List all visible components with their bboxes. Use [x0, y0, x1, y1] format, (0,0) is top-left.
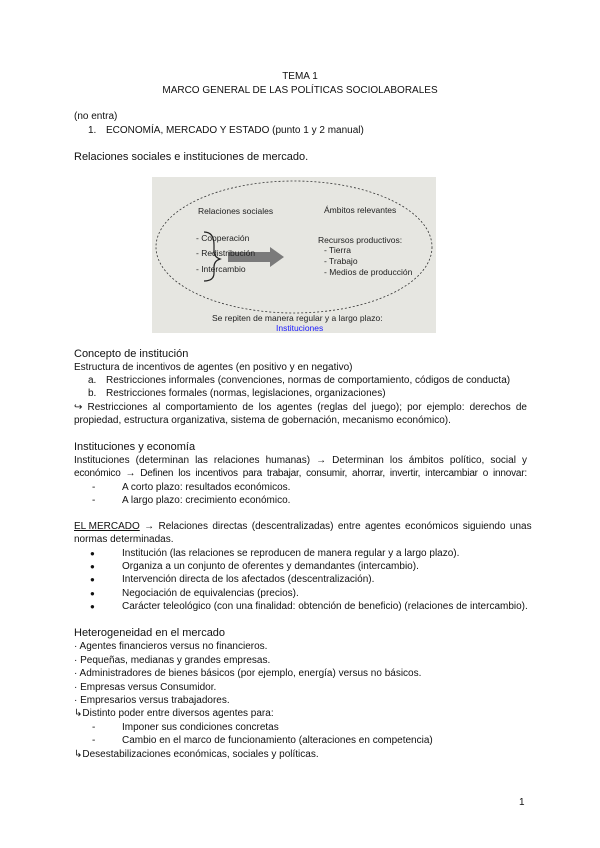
list-item: · Administradores de bienes básicos (por ejemplo, energía) versus no básicos. — [74, 668, 422, 679]
item-text: Restricciones formales (normas, legislaciones, organizaciones) — [106, 388, 386, 399]
item-text: A corto plazo: resultados económicos. — [122, 482, 291, 493]
text-line: Estructura de incentivos de agentes (en positivo y en negativo) — [74, 362, 353, 373]
item-text: Imponer sus condiciones concretas — [122, 722, 279, 733]
text-line: económico → Definen los incentivos para trabajar, consumir, ahorrar, invertir, intercambiar o innovar: — [74, 468, 527, 479]
list-item: · Empresas versus Consumidor. — [74, 682, 217, 693]
item-text: A largo plazo: crecimiento económico. — [122, 495, 291, 506]
list-item — [92, 494, 291, 507]
text-line — [74, 520, 532, 533]
bullet-item — [90, 587, 299, 600]
list-item — [88, 374, 511, 387]
list-item — [92, 734, 433, 747]
dash-marker: - — [92, 735, 96, 746]
bullet-item — [90, 573, 375, 586]
resource-item: - Medios de producción — [324, 267, 413, 277]
bullet-icon: ● — [90, 575, 95, 584]
list-item — [92, 481, 291, 494]
text-span: → Relaciones directas (descentralizadas) entre agentes económicos siguiendo unas — [139, 521, 532, 532]
dashed-ellipse — [156, 181, 432, 313]
list-item: · Agentes financieros versus no financieros. — [74, 641, 268, 652]
diagram-graphics — [152, 177, 436, 333]
item-text: Restricciones informales (convenciones, normas de comportamiento, códigos de conducta) — [106, 375, 511, 386]
bullet-icon: ● — [90, 562, 95, 571]
dash-marker: - — [92, 722, 96, 733]
list-item — [92, 721, 279, 734]
resource-item: - Tierra — [324, 245, 351, 255]
section-heading: Concepto de institución — [74, 348, 189, 360]
tema-title: TEMA 1 — [282, 71, 318, 82]
item-text: Organiza a un conjunto de oferentes y demandantes (intercambio). — [122, 561, 419, 572]
item-text: Intervención directa de los afectados (descentralización). — [122, 574, 375, 585]
text-line: ↳Distinto poder entre diversos agentes para: — [74, 708, 274, 719]
bullet-item — [90, 547, 460, 560]
bullet-icon: ● — [90, 602, 95, 611]
relaciones-diagram — [152, 177, 436, 333]
list-item — [88, 387, 386, 400]
text-line: ↳Desestabilizaciones económicas, sociales y políticas. — [74, 749, 319, 760]
item-text: Carácter teleológico (con una finalidad: obtención de beneficio) (relaciones de intercambio). — [122, 601, 528, 612]
bullet-item — [90, 560, 419, 573]
left-item: - Cooperación — [196, 233, 250, 243]
section-heading: Instituciones y economía — [74, 441, 196, 453]
dash-marker: - — [92, 495, 96, 506]
resource-item: - Trabajo — [324, 256, 358, 266]
resources-title: Recursos productivos: — [318, 235, 403, 245]
bullet-item — [90, 600, 528, 613]
left-item: - Redistribución — [196, 248, 256, 258]
bullet-icon: ● — [90, 549, 95, 558]
mercado-label: EL MERCADO — [74, 521, 140, 532]
item-text: Negociación de equivalencias (precios). — [122, 588, 299, 599]
section-heading: Relaciones sociales e instituciones de mercado. — [74, 151, 309, 163]
dash-marker: - — [92, 482, 96, 493]
text-line: ↪ Restricciones al comportamiento de los agentes (reglas del juego); por ejemplo: derechos de — [74, 402, 527, 413]
left-title: Relaciones sociales — [198, 206, 274, 216]
page-title: MARCO GENERAL DE LAS POLÍTICAS SOCIOLABORALES — [162, 85, 438, 96]
no-entra-note: (no entra) — [74, 111, 118, 122]
right-title: Ámbitos relevantes — [324, 205, 397, 215]
item-marker: a. — [88, 375, 97, 386]
item-text: Institución (las relaciones se reproducen de manera regular y a largo plazo). — [122, 548, 460, 559]
text-line: Instituciones (determinan las relaciones humanas) → Determinan los ámbitos político, social y — [74, 455, 527, 466]
item-text: ECONOMÍA, MERCADO Y ESTADO (punto 1 y 2 manual) — [106, 125, 364, 136]
text-line: propiedad, estructura organizativa, sistema de gobernación, mecanismo económico). — [74, 415, 451, 426]
item-marker: b. — [88, 388, 97, 399]
item-marker: 1. — [88, 125, 97, 136]
section-heading: Heterogeneidad en el mercado — [74, 627, 226, 639]
text-line: normas determinadas. — [74, 534, 174, 545]
page-number: 1 — [519, 797, 525, 808]
list-item: · Empresarios versus trabajadores. — [74, 695, 230, 706]
figure-footer: Se repiten de manera regular y a largo plazo: — [212, 313, 383, 323]
item-text: Cambio en el marco de funcionamiento (alteraciones en competencia) — [122, 735, 433, 746]
left-item: - Intercambio — [196, 264, 246, 274]
list-item: · Pequeñas, medianas y grandes empresas. — [74, 655, 271, 666]
figure-link: Instituciones — [276, 323, 324, 333]
bullet-icon: ● — [90, 589, 95, 598]
numbered-item — [88, 124, 364, 137]
